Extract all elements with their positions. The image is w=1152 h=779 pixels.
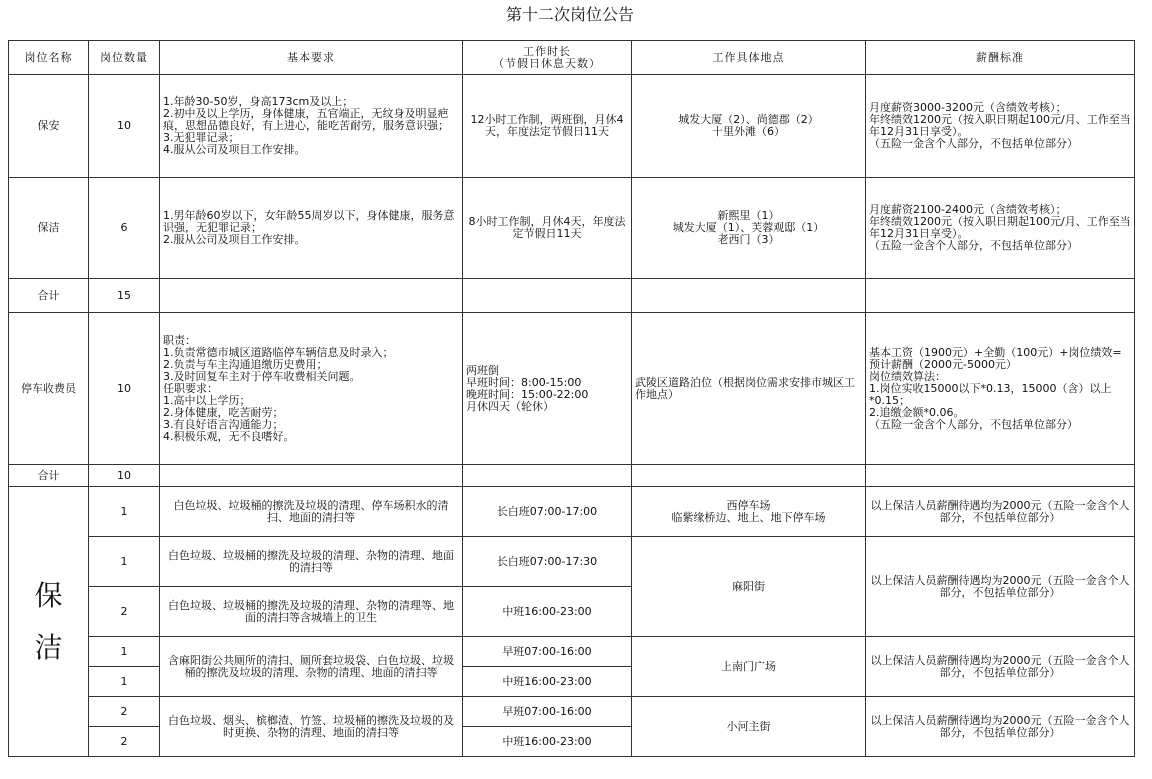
cell-pay: 月度薪资2100-2400元（含绩效考核）； 年终绩效1200元（按入职日期起100元/月、工作至当年12月31日享受）。 （五险一金含个人部分，不包括单位部分） [866, 178, 1135, 279]
cell-count: 1 [89, 537, 160, 587]
subtotal-row [9, 279, 1135, 313]
cell-empty [160, 465, 463, 487]
cell-pay: 以上保洁人员薪酬待遇均为2000元（五险一金含个人部分，不包括单位部分） [866, 637, 1135, 697]
header-name: 岗位名称 [9, 41, 89, 75]
table-row [9, 178, 1135, 279]
header-requirements: 基本要求 [160, 41, 463, 75]
cell-requirements: 白色垃圾、垃圾桶的擦洗及垃圾的清理、杂物的清理等、地面的清扫等含城墙上的卫生 [160, 587, 463, 637]
cell-empty [463, 279, 632, 313]
job-posting-table [8, 40, 1135, 757]
cell-empty [463, 465, 632, 487]
cell-pay: 以上保洁人员薪酬待遇均为2000元（五险一金含个人部分，不包括单位部分） [866, 487, 1135, 537]
cell-hours: 8小时工作制，月休4天，年度法定节假日11天 [463, 178, 632, 279]
cell-count: 2 [89, 587, 160, 637]
table-row [9, 697, 1135, 727]
cell-count: 2 [89, 727, 160, 757]
page-title: 第十二次岗位公告 [505, 5, 634, 24]
cell-requirements: 含麻阳街公共厕所的清扫、厕所套垃圾袋、白色垃圾、垃圾桶的擦洗及垃圾的清理、杂物的清理、地面的清扫等 [160, 637, 463, 697]
cell-location: 小河主街 [632, 697, 866, 757]
cell-requirements: 1.年龄30-50岁，身高173cm及以上； 2.初中及以上学历，身体健康，五官端正，无纹身及明显疤痕，思想品德良好，有上进心，能吃苦耐劳，服务意识强； 3.无犯罪记录； 4.服从公司及项目工作安排。 [160, 75, 463, 178]
cell-empty [632, 279, 866, 313]
cell-location: 武陵区道路泊位（根据岗位需求安排市城区工作地点） [632, 313, 866, 465]
cell-name: 保安 [9, 75, 89, 178]
cell-empty [866, 279, 1135, 313]
cell-count: 6 [89, 178, 160, 279]
cell-subtotal-label: 合计 [9, 279, 89, 313]
cell-hours: 早班07:00-16:00 [463, 697, 632, 727]
cell-location: 城发大厦（2）、尚德郡（2） 十里外滩（6） [632, 75, 866, 178]
cell-hours: 中班16:00-23:00 [463, 667, 632, 697]
cell-hours: 早班07:00-16:00 [463, 637, 632, 667]
cell-count: 10 [89, 75, 160, 178]
cell-location: 新熙里（1） 城发大厦（1）、芙蓉观邸（1） 老西门（3） [632, 178, 866, 279]
table-row [9, 313, 1135, 465]
cell-pay: 以上保洁人员薪酬待遇均为2000元（五险一金含个人部分，不包括单位部分） [866, 537, 1135, 637]
cell-location: 上南门广场 [632, 637, 866, 697]
table-row [9, 75, 1135, 178]
cell-location: 西停车场 临紫缘桥边、地上、地下停车场 [632, 487, 866, 537]
header-count: 岗位数量 [89, 41, 160, 75]
cell-count: 2 [89, 697, 160, 727]
cell-requirements: 白色垃圾、垃圾桶的擦洗及垃圾的清理、停车场积水的清扫、地面的清扫等 [160, 487, 463, 537]
cell-pay: 以上保洁人员薪酬待遇均为2000元（五险一金含个人部分，不包括单位部分） [866, 697, 1135, 757]
cell-name: 停车收费员 [9, 313, 89, 465]
cell-subtotal-count: 10 [89, 465, 160, 487]
cell-pay: 基本工资（1900元）+全勤（100元）+岗位绩效=预计薪酬（2000元-5000元） 岗位绩效算法： 1.岗位实收15000以下*0.13，15000（含）以上*0.15； 2.追缴金额*0.06。 （五险一金含个人部分，不包括单位部分） [866, 313, 1135, 465]
cell-cleaning-title: 保 洁 [9, 487, 89, 757]
header-hours: 工作时长 （节假日休息天数） [463, 41, 632, 75]
cell-location: 麻阳街 [632, 537, 866, 637]
cell-hours: 12小时工作制，两班倒，月休4天，年度法定节假日11天 [463, 75, 632, 178]
cell-empty [160, 279, 463, 313]
cell-pay: 月度薪资3000-3200元（含绩效考核）； 年终绩效1200元（按入职日期起100元/月、工作至当年12月31日享受）。 （五险一金含个人部分，不包括单位部分） [866, 75, 1135, 178]
cell-requirements: 白色垃圾、垃圾桶的擦洗及垃圾的清理、杂物的清理、地面的清扫等 [160, 537, 463, 587]
table-row [9, 487, 1135, 537]
table-row [9, 637, 1135, 667]
cell-count: 1 [89, 637, 160, 667]
cell-count: 10 [89, 313, 160, 465]
cell-hours: 中班16:00-23:00 [463, 727, 632, 757]
cell-subtotal-label: 合计 [9, 465, 89, 487]
cell-count: 1 [89, 667, 160, 697]
header-location: 工作具体地点 [632, 41, 866, 75]
cell-requirements: 1.男年龄60岁以下，女年龄55周岁以下，身体健康，服务意识强，无犯罪记录； 2.服从公司及项目工作安排。 [160, 178, 463, 279]
cell-hours: 中班16:00-23:00 [463, 587, 632, 637]
cell-requirements: 白色垃圾、烟头、槟榔渣、竹签、垃圾桶的擦洗及垃圾的及时更换、杂物的清理、地面的清扫等 [160, 697, 463, 757]
subtotal-row [9, 465, 1135, 487]
cell-hours: 长白班07:00-17:30 [463, 537, 632, 587]
header-row [9, 41, 1135, 75]
cell-count: 1 [89, 487, 160, 537]
cell-subtotal-count: 15 [89, 279, 160, 313]
cell-name: 保洁 [9, 178, 89, 279]
cell-hours: 长白班07:00-17:00 [463, 487, 632, 537]
cell-hours: 两班倒 早班时间：8:00-15:00 晚班时间：15:00-22:00 月休四天（轮休） [463, 313, 632, 465]
cell-requirements: 职责： 1.负责常德市城区道路临停车辆信息及时录入； 2.负责与车主沟通追缴历史费用； 3.及时回复车主对于停车收费相关问题。 任职要求： 1.高中以上学历； 2.身体健康，吃苦耐劳； 3.有良好语言沟通能力； 4.积极乐观，无不良嗜好。 [160, 313, 463, 465]
cell-empty [632, 465, 866, 487]
header-pay: 薪酬标准 [866, 41, 1135, 75]
cell-empty [866, 465, 1135, 487]
table-row [9, 537, 1135, 587]
